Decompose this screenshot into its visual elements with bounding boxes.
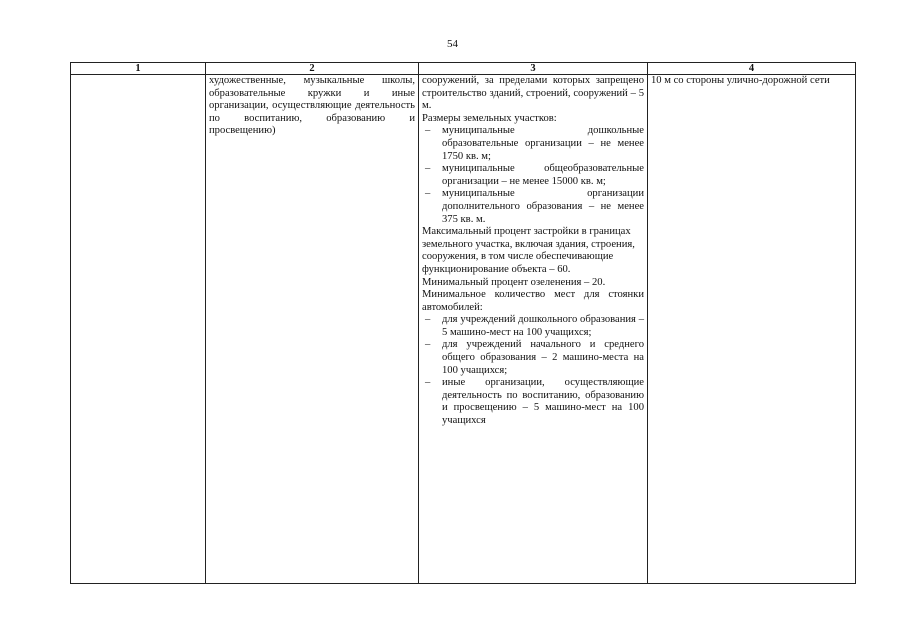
list-item bbox=[422, 339, 644, 377]
header-col-1: 1 bbox=[71, 63, 206, 75]
list-item-text: муниципальные дошкольные образовательные организации – не менее 1750 кв. м; bbox=[442, 125, 644, 162]
cell-col-4 bbox=[648, 75, 856, 584]
col3-paragraph-5: Минимальное количество мест для стоянки автомобилей: bbox=[422, 289, 644, 313]
cell-col-1 bbox=[71, 75, 206, 584]
regulations-table bbox=[70, 62, 856, 584]
dash-marker: – bbox=[425, 125, 431, 137]
list-item-text: иные организации, осуществляющие деятельность по воспитанию, образованию и просвещению – 5 машино-мест на 100 учащихся bbox=[442, 377, 644, 427]
dash-marker: – bbox=[425, 339, 431, 351]
col3-paragraph-1: сооружений, за пределами которых запрещено строительство зданий, строений, сооружений – 5 м. bbox=[422, 75, 644, 112]
parking-list bbox=[422, 314, 644, 427]
list-item-text: для учреждений дошкольного образования – 5 машино-мест на 100 учащихся; bbox=[442, 314, 644, 338]
col3-paragraph-3: Максимальный процент застройки в границах земельного участка, включая здания, строения, сооружения, в том числе обеспечивающие функционирование объекта – 60. bbox=[422, 226, 635, 275]
header-row bbox=[71, 63, 856, 75]
col3-paragraph-2: Размеры земельных участков: bbox=[422, 112, 557, 124]
page-number: 54 bbox=[447, 38, 458, 50]
cell-col-2 bbox=[206, 75, 419, 584]
list-item bbox=[422, 125, 644, 163]
list-item bbox=[422, 163, 644, 188]
table-row bbox=[71, 75, 856, 584]
dash-marker: – bbox=[425, 163, 431, 175]
cell-col-4-text: 10 м со стороны улично-дорожной сети bbox=[651, 75, 830, 86]
header-col-4: 4 bbox=[648, 63, 856, 75]
cell-col-2-text: художественные, музыкальные школы, образовательные кружки и иные организации, осуществляющие деятельность по воспитанию, образованию и просвещению) bbox=[209, 75, 415, 137]
list-item-text: муниципальные организации дополнительного образования – не менее 375 кв. м. bbox=[442, 188, 644, 225]
list-item-text: для учреждений начального и среднего общего образования – 2 машино-места на 100 учащихся; bbox=[442, 339, 644, 376]
dash-marker: – bbox=[425, 188, 431, 200]
list-item bbox=[422, 377, 644, 427]
header-col-2: 2 bbox=[206, 63, 419, 75]
list-item bbox=[422, 314, 644, 339]
list-item-text: муниципальные общеобразовательные организации – не менее 15000 кв. м; bbox=[442, 163, 644, 187]
dash-marker: – bbox=[425, 377, 431, 389]
list-item bbox=[422, 188, 644, 226]
header-col-3: 3 bbox=[419, 63, 648, 75]
land-size-list bbox=[422, 125, 644, 226]
dash-marker: – bbox=[425, 314, 431, 326]
col3-paragraph-4: Минимальный процент озеленения – 20. bbox=[422, 276, 606, 288]
cell-col-3 bbox=[419, 75, 648, 584]
